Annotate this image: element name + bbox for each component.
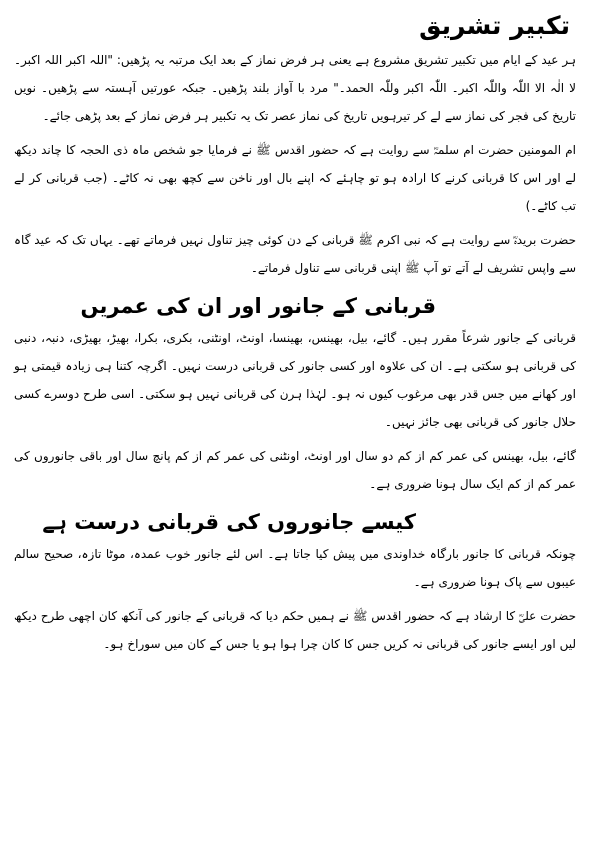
paragraph: حضرت بریدہؓ سے روایت ہے کہ نبی اکرم ﷺ قربانی کے دن کوئی چیز تناول نہیں فرماتے تھے۔ یہاں تک کہ عید گاہ سے واپس تشریف لے آتے تو آپ ﷺ اپنی قربانی سے تناول فرماتے۔ [14,233,576,275]
paragraph: حضرت علیؓ کا ارشاد ہے کہ حضور اقدس ﷺ نے ہمیں حکم دیا کہ قربانی کے جانور کی آنکھ کان اچھی طرح دیکھ لیں اور ایسے جانور کی قربانی نہ کریں جس کا کان چرا ہوا ہو یا جس کے کان میں سوراخ ہو۔ [14,609,576,651]
section-heading-valid-animals: کیسے جانوروں کی قربانی درست ہے [42,510,416,534]
paragraph: قربانی کے جانور شرعاً مقرر ہیں۔ گائے، بیل، بھینس، بھینسا، اونٹ، اونٹنی، بکری، بکرا، بھیڑ، بھیڑی، دنبہ، دنبی کی قربانی ہو سکتی ہے۔ ان کی علاوہ اور کسی جانور کی قربانی درست نہیں۔ اگرچہ کتنا ہی زیادہ قیمتی ہو اور کھانے میں جس قدر بھی مرغوب کیوں نہ ہو۔ لہٰذا ہرن کی قربانی نہیں ہو سکتی۔ اسی طرح دوسرے کسی حلال جانور کی قربانی بھی جائز نہیں۔ [14,331,576,429]
paragraph: گائے، بیل، بھینس کی عمر کم از کم دو سال اور اونٹ، اونٹنی کی عمر کم از کم پانچ سال اور باقی جانوروں کی عمر کم از کم ایک سال ہونا ضروری ہے۔ [14,449,576,491]
paragraph: چونکہ قربانی کا جانور بارگاہ خداوندی میں پیش کیا جاتا ہے۔ اس لئے جانور خوب عمدہ، موٹا تازہ، صحیح سالم عیبوں سے پاک ہونا ضروری ہے۔ [14,547,576,589]
section-heading-animals-and-ages: قربانی کے جانور اور ان کی عمریں [80,294,436,318]
section-heading-takbir-tashriq: تکبیر تشریق [419,11,570,40]
paragraph: ہر عید کے ایام میں تکبیر تشریق مشروع ہے یعنی ہر فرض نماز کے بعد ایک مرتبہ یہ پڑھیں: "اللہ اکبر اللہ اکبر۔ لا الٰہ الا اللّٰہ واللّٰہ اکبر۔ اللّٰہ اکبر وللّٰہ الحمد۔" مرد با آواز بلند پڑھیں۔ جبکہ عورتیں آہستہ سے پڑھیں۔ نویں تاریخ کی فجر کی نماز سے لے کر تیرہویں تاریخ کی نماز عصر تک یہ تکبیر ہر فرض نماز کے بعد پڑھی جائے۔ [14,53,576,123]
paragraph: ام المومنین حضرت ام سلمہؓ سے روایت ہے کہ حضور اقدس ﷺ نے فرمایا جو شخص ماہ ذی الحجہ کا چاند دیکھ لے اور اس کا قربانی کرنے کا ارادہ ہو تو چاہئے کہ اپنے بال اور ناخن سے کچھ بھی نہ کاٹے۔ (جب قربانی کر لے تب کاٹے۔) [14,143,576,213]
